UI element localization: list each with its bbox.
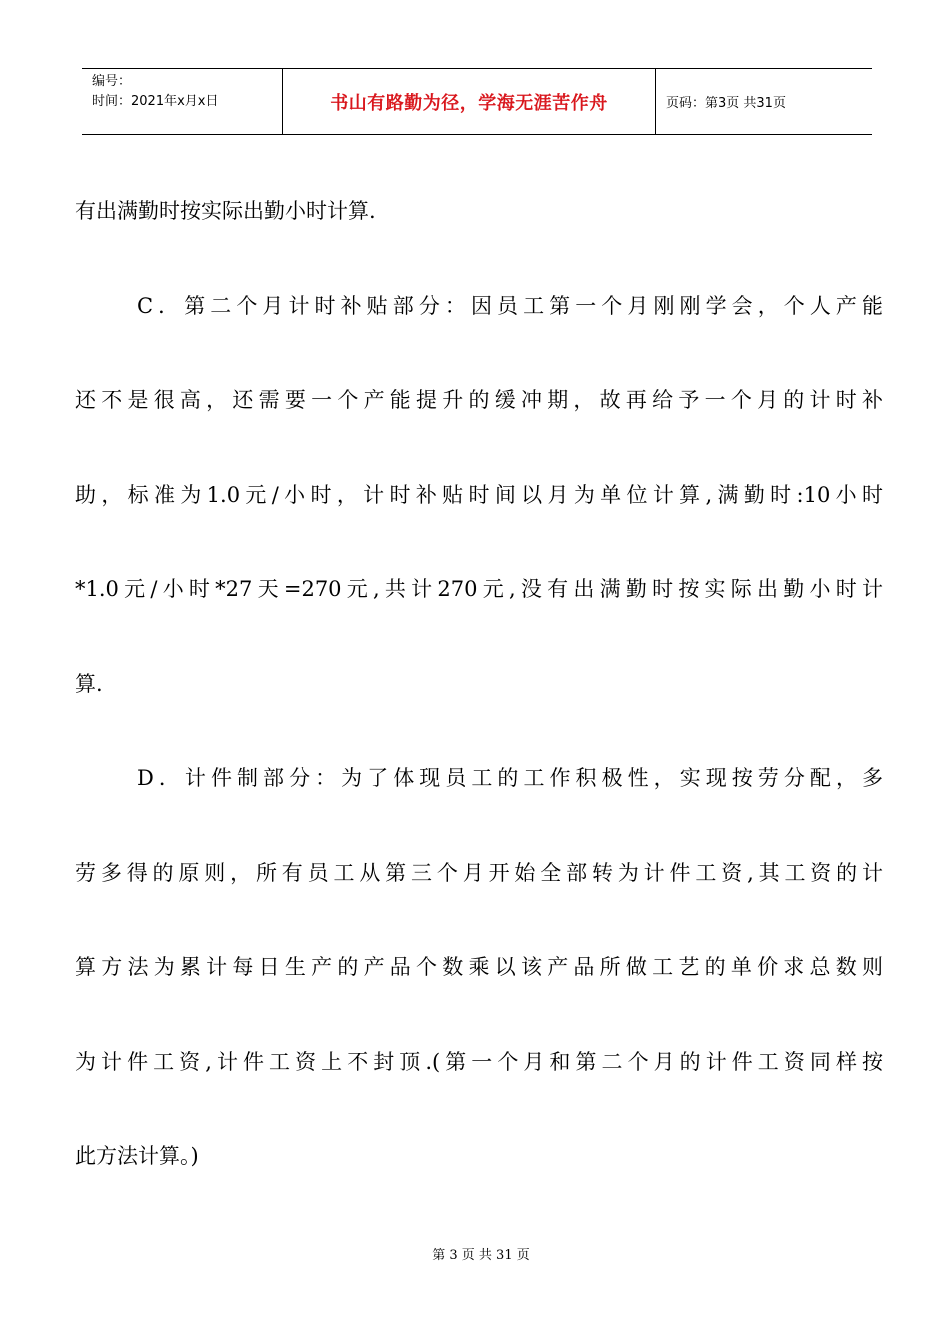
document-number-label: 编号： (92, 74, 132, 89)
header-meta (82, 69, 283, 134)
paragraph-line: 助，标准为1.0元/小时，计时补贴时间以月为单位计算,满勤时:10小时 (75, 482, 883, 507)
paragraph-line: C．第二个月计时补贴部分：因员工第一个月刚刚学会，个人产能 (137, 293, 883, 318)
paragraph-line: 有出满勤时按实际出勤小时计算. (75, 199, 376, 223)
paragraph-line: 此方法计算。) (75, 1144, 199, 1168)
paragraph-line: 为计件工资,计件工资上不封顶.(第一个月和第二个月的计件工资同样按 (75, 1049, 883, 1074)
header-page-info: 页码：第3页 共31页 (666, 96, 786, 111)
paragraph-line: D．计件制部分：为了体现员工的工作积极性，实现按劳分配，多 (137, 766, 883, 790)
paragraph-line: 劳多得的原则，所有员工从第三个月开始全部转为计件工资,其工资的计 (75, 860, 883, 885)
paragraph-line: 算. (75, 671, 103, 696)
page-header (82, 68, 872, 135)
paragraph-line: *1.0元/小时*27天=270元,共计270元,没有出满勤时按实际出勤小时计 (75, 577, 883, 601)
document-body (75, 164, 883, 1204)
header-motto: 书山有路勤为径，学海无涯苦作舟 (283, 69, 656, 134)
document-time: 时间：2021年x月x日 (92, 94, 219, 109)
page-footer: 第 3 页 共 31 页 (432, 1248, 530, 1263)
paragraph-line: 算方法为累计每日生产的产品个数乘以该产品所做工艺的单价求总数则 (75, 955, 883, 979)
paragraph-line: 还不是很高，还需要一个产能提升的缓冲期，故再给予一个月的计时补 (75, 388, 883, 412)
